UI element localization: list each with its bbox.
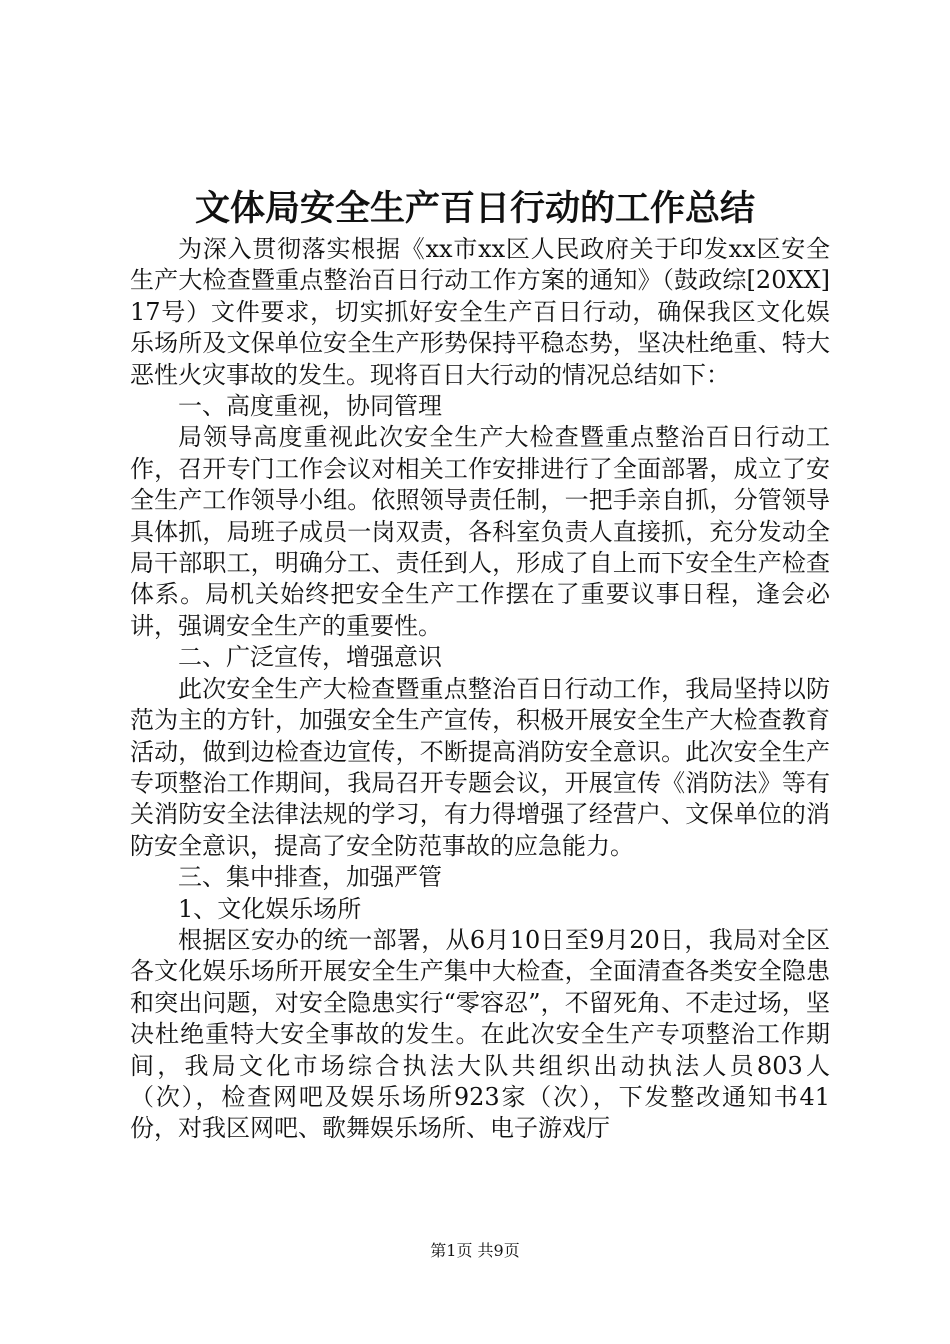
subsection-paragraph-1: 根据区安办的统一部署，从6月10日至9月20日，我局对全区各文化娱乐场所开展安全生产集中大检查，全面清查各类安全隐患和突出问题，对安全隐患实行“零容忍”，不留死角、不走过场，坚决杜绝重特大安全事故的发生。在此次安全生产专项整治工作期间，我局文化市场综合执法大队共组织出动执法人员803人（次），检查网吧及娱乐场所923家（次），下发整改通知书41份，对我区网吧、歌舞娱乐场所、电子游戏厅: [130, 925, 830, 1143]
document-title: 文体局安全生产百日行动的工作总结: [194, 188, 755, 229]
section-heading-3: 三、集中排查，加强严管: [178, 863, 442, 892]
intro-paragraph: 为深入贯彻落实根据《xx市xx区人民政府关于印发xx区安全生产大检查暨重点整治百日行动工作方案的通知》（鼓政综[20XX]17号）文件要求，切实抓好安全生产百日行动，确保我区文化娱乐场所及文保单位安全生产形势保持平稳态势，坚决杜绝重、特大恶性火灾事故的发生。现将百日大行动的情况总结如下：: [130, 235, 830, 389]
section-paragraph-1: 局领导高度重视此次安全生产大检查暨重点整治百日行动工作，召开专门工作会议对相关工作安排进行了全面部署，成立了安全生产工作领导小组。依照领导责任制，一把手亲自抓，分管领导具体抓，局班子成员一岗双责，各科室负责人直接抓，充分发动全局干部职工，明确分工、责任到人，形成了自上而下安全生产检查体系。局机关始终把安全生产工作摆在了重要议事日程，逢会必讲，强调安全生产的重要性。: [130, 423, 830, 640]
page-number-footer: 第1页 共9页: [430, 1241, 520, 1260]
section-heading-2: 二、广泛宣传，增强意识: [178, 643, 442, 672]
section-paragraph-2: 此次安全生产大检查暨重点整治百日行动工作，我局坚持以防范为主的方针，加强安全生产宣传，积极开展安全生产大检查教育活动，做到边检查边宣传，不断提高消防安全意识。此次安全生产专项整治工作期间，我局召开专题会议，开展宣传《消防法》等有关消防安全法律法规的学习，有力得增强了经营户、文保单位的消防安全意识，提高了安全防范事故的应急能力。: [130, 674, 830, 860]
section-heading-1: 一、高度重视，协同管理: [178, 392, 442, 421]
subsection-heading-1: 1、文化娱乐场所: [178, 894, 362, 923]
document-body: [130, 234, 830, 1145]
